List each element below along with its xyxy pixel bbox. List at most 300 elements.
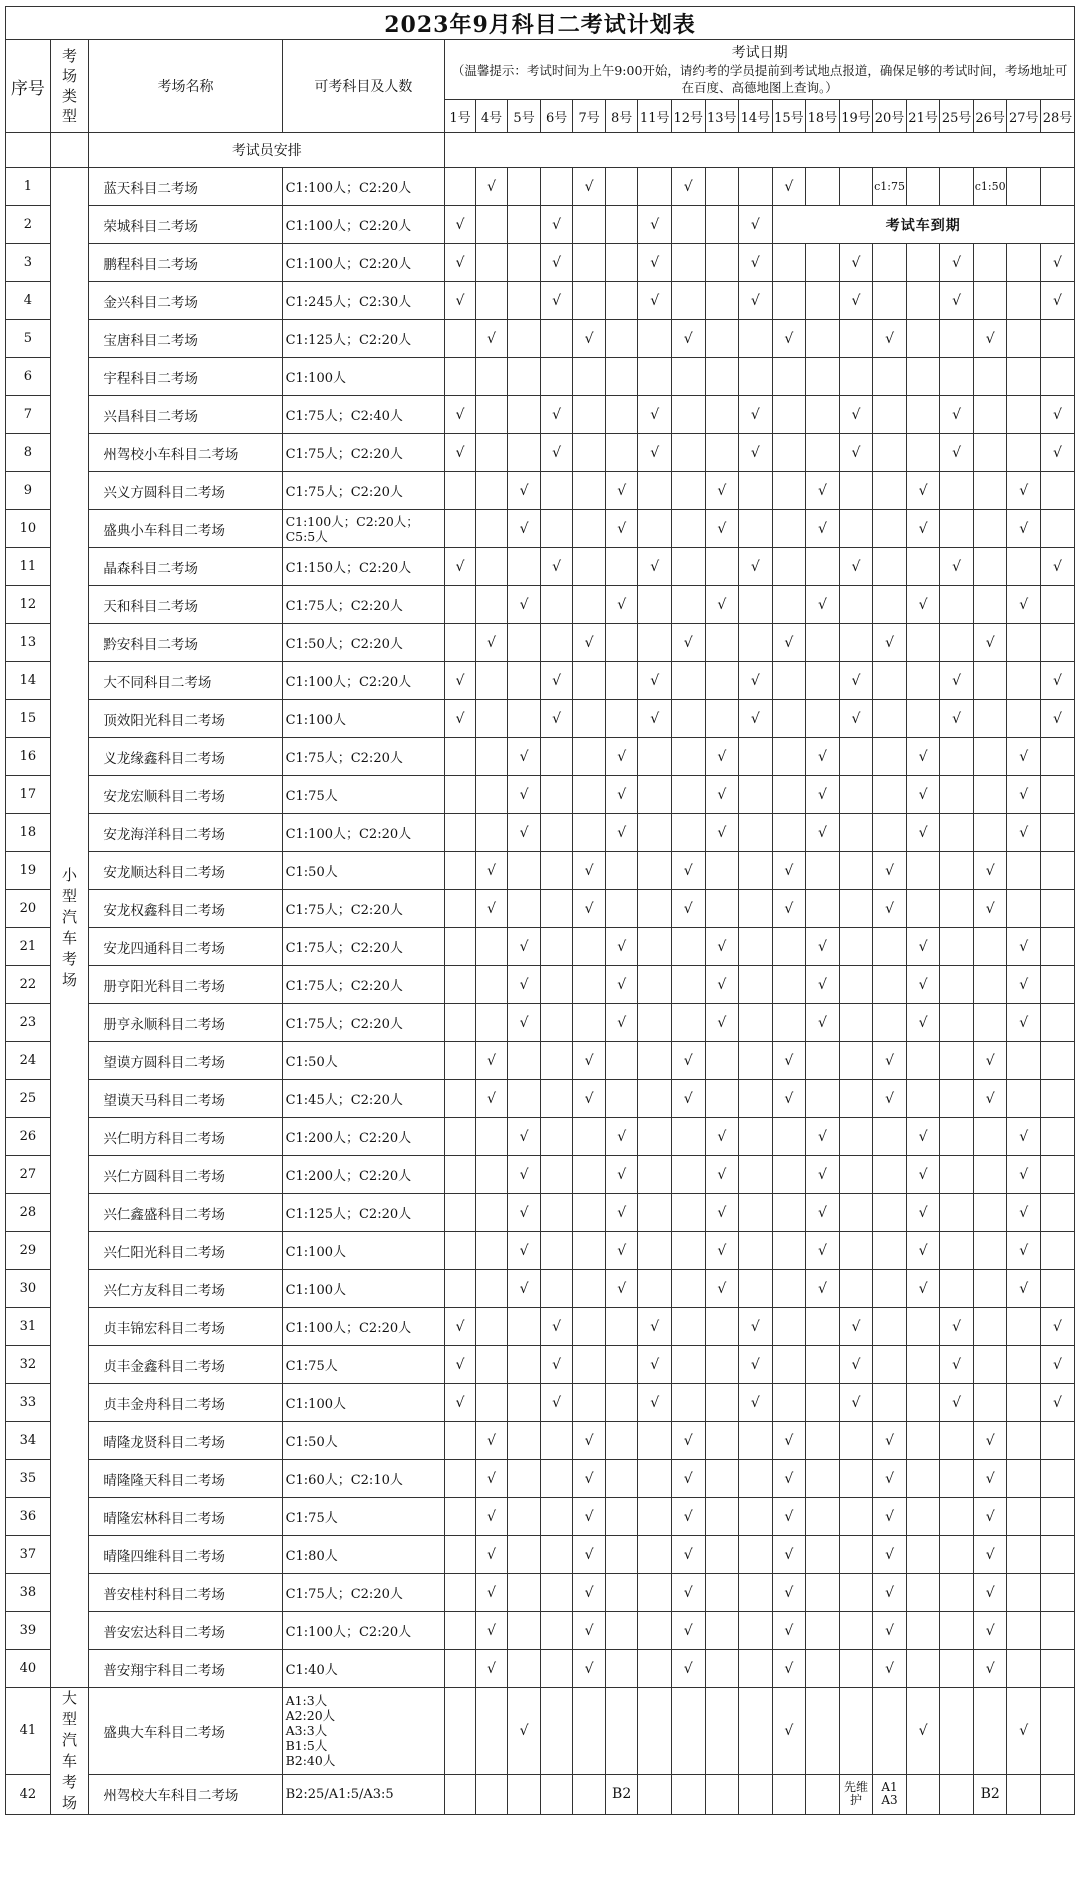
date-cell: √ [573,320,606,358]
table-row [6,1156,1075,1194]
date-cell: √ [605,814,638,852]
date-cell: √ [772,1536,806,1574]
date-cell: √ [671,624,705,662]
date-cell: √ [475,1042,508,1080]
date-cell [540,1612,573,1650]
date-cell: √ [540,1384,573,1422]
date-cell [1040,1118,1074,1156]
exam-subjects: C1:100人 [282,1232,445,1270]
date-cell [705,548,739,586]
date-cell [605,1612,638,1650]
date-cell [940,320,974,358]
date-cell [508,1346,541,1384]
date-cell: √ [540,548,573,586]
row-seq: 21 [6,928,51,966]
exam-subjects: C1:100人；C2:20人 [282,1308,445,1346]
date-cell: √ [973,624,1007,662]
date-cell [638,472,672,510]
exam-venue-name: 兴昌科目二考场 [89,396,282,434]
date-cell: √ [839,700,873,738]
exam-subjects: C1:75人；C2:20人 [282,738,445,776]
date-cell [1007,282,1041,320]
date-cell: √ [873,1080,907,1118]
date-cell [475,472,508,510]
date-cell [772,548,806,586]
date-cell: √ [940,662,974,700]
exam-subjects: C1:75人 [282,776,445,814]
date-cell [940,738,974,776]
row-seq: 14 [6,662,51,700]
date-cell [1007,1650,1041,1688]
date-cell [1040,776,1074,814]
date-cell [1007,1774,1041,1814]
date-cell [1007,1308,1041,1346]
date-cell [445,1194,476,1232]
date-cell [573,1308,606,1346]
date-cell [772,244,806,282]
date-cell [906,852,940,890]
date-cell [1007,1422,1041,1460]
date-cell [1040,1042,1074,1080]
date-cell [772,814,806,852]
date-cell: √ [906,1688,940,1775]
table-row [6,1612,1075,1650]
date-cell: c1:75 [873,168,907,206]
table-row [6,1688,1075,1775]
date-cell [445,358,476,396]
date-cell [508,282,541,320]
date-cell [638,738,672,776]
date-cell [638,1688,672,1775]
date-cell [1040,1004,1074,1042]
date-cell [739,1612,773,1650]
date-cell [605,1042,638,1080]
date-cell [671,1384,705,1422]
date-cell [873,814,907,852]
date-cell [739,1774,773,1814]
date-cell [540,510,573,548]
date-cell [806,1612,840,1650]
date-cell [973,1384,1007,1422]
date-cell [940,1004,974,1042]
exam-venue-name: 晴隆隆天科目二考场 [89,1460,282,1498]
type-small-cars: 小 型 汽 车 考 场 [50,168,89,1688]
date-cell [475,928,508,966]
date-cell: √ [806,1004,840,1042]
table-row [6,852,1075,890]
date-cell [445,624,476,662]
exam-venue-name: 安龙宏顺科目二考场 [89,776,282,814]
date-cell [873,472,907,510]
date-cell [839,1080,873,1118]
date-cell [508,396,541,434]
date-cell [1040,1232,1074,1270]
date-cell [671,814,705,852]
date-cell [573,662,606,700]
date-cell [1007,852,1041,890]
header-seq: 序号 [6,40,51,133]
date-cell: √ [671,1498,705,1536]
row-seq: 12 [6,586,51,624]
date-cell [1040,1688,1074,1775]
date-cell [772,776,806,814]
date-cell [940,928,974,966]
date-cell [739,738,773,776]
date-cell [806,1688,840,1775]
date-cell: A1 A3 [873,1774,907,1814]
date-cell [873,358,907,396]
date-cell [839,890,873,928]
date-cell [638,1080,672,1118]
exam-venue-name: 望谟天马科目二考场 [89,1080,282,1118]
date-cell: √ [475,1080,508,1118]
date-cell [573,396,606,434]
date-cell [540,1460,573,1498]
date-cell [638,168,672,206]
date-cell [475,776,508,814]
date-cell [839,1612,873,1650]
date-cell [739,776,773,814]
date-cell [739,1574,773,1612]
date-cell [605,1346,638,1384]
date-cell: √ [671,1422,705,1460]
date-cell [1007,434,1041,472]
date-cell: √ [705,472,739,510]
date-cell: √ [445,662,476,700]
exam-venue-name: 蓝天科目二考场 [89,168,282,206]
date-cell: √ [973,1460,1007,1498]
date-cell: √ [873,1042,907,1080]
date-cell: √ [605,1270,638,1308]
date-cell: √ [475,1574,508,1612]
date-cell [906,1042,940,1080]
date-cell [973,548,1007,586]
row-seq: 1 [6,168,51,206]
date-cell: √ [605,1118,638,1156]
date-cell [638,1460,672,1498]
date-cell [475,814,508,852]
date-cell [839,1536,873,1574]
date-cell [573,1194,606,1232]
header-type: 考 场 类 型 [50,40,89,133]
date-cell: √ [445,396,476,434]
date-cell [739,890,773,928]
date-cell [671,548,705,586]
date-cell: √ [705,586,739,624]
date-cell [475,1384,508,1422]
date-cell [1040,472,1074,510]
date-cell [475,358,508,396]
exam-subjects: C1:100人 [282,1384,445,1422]
date-cell: √ [839,662,873,700]
date-cell [638,1612,672,1650]
date-cell [540,586,573,624]
date-cell [1007,1080,1041,1118]
date-cell [906,1080,940,1118]
date-cell [873,1232,907,1270]
date-cell: √ [508,1118,541,1156]
date-cell [475,1688,508,1775]
date-cell [540,472,573,510]
row-seq: 42 [6,1774,51,1814]
date-cell [605,890,638,928]
date-cell [605,434,638,472]
date-cell [573,776,606,814]
table-row [6,586,1075,624]
date-cell [772,396,806,434]
table-row [6,1774,1075,1814]
date-cell [705,396,739,434]
date-cell: √ [906,1156,940,1194]
date-cell: √ [540,396,573,434]
date-cell [940,358,974,396]
date-cell [973,928,1007,966]
date-cell [445,966,476,1004]
date-cell [475,1118,508,1156]
date-cell [839,1232,873,1270]
row-seq: 29 [6,1232,51,1270]
date-cell: √ [806,510,840,548]
date-cell [873,244,907,282]
date-cell: √ [605,1004,638,1042]
date-cell [906,1460,940,1498]
date-cell: √ [508,738,541,776]
date-cell [540,1118,573,1156]
date-cell: √ [638,396,672,434]
table-row [6,1232,1075,1270]
date-cell [573,358,606,396]
date-cell: √ [605,966,638,1004]
date-cell [540,320,573,358]
date-cell [508,662,541,700]
date-cell [906,1650,940,1688]
date-cell [906,168,940,206]
date-cell: √ [839,1346,873,1384]
date-cell: √ [1007,1688,1041,1775]
arrangement-cells [445,133,1075,168]
date-cell [940,1270,974,1308]
date-cell [508,1308,541,1346]
date-cell [671,1308,705,1346]
date-cell: √ [508,1270,541,1308]
exam-subjects: C1:125人；C2:20人 [282,1194,445,1232]
date-cell [605,244,638,282]
date-cell [739,1498,773,1536]
date-cell: √ [973,1498,1007,1536]
exam-venue-name: 兴仁阳光科目二考场 [89,1232,282,1270]
date-cell: √ [540,700,573,738]
row-seq: 38 [6,1574,51,1612]
date-cell: √ [445,1346,476,1384]
date-cell [940,1688,974,1775]
date-cell: √ [475,320,508,358]
date-cell: √ [739,1308,773,1346]
date-cell: √ [940,1308,974,1346]
date-cell: √ [475,1612,508,1650]
date-cell [671,1688,705,1775]
date-cell [973,244,1007,282]
date-cell: √ [540,434,573,472]
date-cell [806,434,840,472]
date-cell [940,890,974,928]
date-cell: √ [475,1650,508,1688]
exam-venue-name: 州驾校大车科目二考场 [89,1774,282,1814]
date-cell [772,1774,806,1814]
date-cell [638,852,672,890]
date-cell [739,966,773,1004]
exam-subjects: C1:40人 [282,1650,445,1688]
date-cell: √ [1007,1118,1041,1156]
date-cell [573,966,606,1004]
date-cell [508,890,541,928]
date-cell: √ [806,1118,840,1156]
date-cell [573,472,606,510]
exam-venue-name: 黔安科目二考场 [89,624,282,662]
date-cell [445,890,476,928]
date-cell: √ [873,852,907,890]
date-cell [705,1612,739,1650]
date-cell [973,1118,1007,1156]
date-cell: √ [806,966,840,1004]
table-row [6,244,1075,282]
table-row [6,510,1075,548]
date-cell [445,320,476,358]
date-cell [540,1042,573,1080]
day-header: 7号 [573,100,606,133]
date-cell [806,1498,840,1536]
date-cell [508,624,541,662]
date-cell: √ [1007,1004,1041,1042]
date-cell: √ [705,1232,739,1270]
date-cell: √ [739,396,773,434]
date-cell: √ [906,472,940,510]
date-cell [873,1346,907,1384]
date-cell [638,1042,672,1080]
date-cell: √ [573,852,606,890]
date-cell [671,738,705,776]
exam-subjects: C1:100人；C2:20人 [282,814,445,852]
date-cell: √ [739,548,773,586]
date-cell: √ [973,1574,1007,1612]
date-cell: √ [605,472,638,510]
date-cell [508,852,541,890]
exam-subjects: A1:3人 A2:20人 A3:3人 B1:5人 B2:40人 [282,1688,445,1775]
date-cell: √ [638,1384,672,1422]
date-cell: √ [1007,472,1041,510]
date-cell [839,814,873,852]
row-seq: 25 [6,1080,51,1118]
date-cell [940,1612,974,1650]
row-seq: 19 [6,852,51,890]
date-cell: √ [671,1574,705,1612]
date-cell: √ [1007,586,1041,624]
date-cell: √ [508,928,541,966]
date-cell [906,624,940,662]
date-cell [445,1774,476,1814]
date-cell [605,1460,638,1498]
date-cell: √ [508,1688,541,1775]
date-cell: √ [705,1270,739,1308]
date-cell [873,1270,907,1308]
date-cell [638,776,672,814]
date-cell [940,1422,974,1460]
header-subjects: 可考科目及人数 [282,40,445,133]
date-cell [445,1650,476,1688]
date-cell [1040,966,1074,1004]
date-cell [445,738,476,776]
date-cell [475,510,508,548]
date-cell: √ [705,1194,739,1232]
date-cell [605,1308,638,1346]
date-cell: √ [772,890,806,928]
date-cell [638,358,672,396]
date-cell [772,700,806,738]
date-cell [739,1004,773,1042]
day-header: 12号 [671,100,705,133]
row-seq: 20 [6,890,51,928]
date-cell [973,966,1007,1004]
date-cell [839,1422,873,1460]
date-cell: √ [573,1042,606,1080]
table-row [6,1574,1075,1612]
date-cell: √ [638,244,672,282]
exam-subjects: C1:45人；C2:20人 [282,1080,445,1118]
date-cell: √ [1007,1270,1041,1308]
date-cell [739,1650,773,1688]
row-seq: 17 [6,776,51,814]
table-row [6,1346,1075,1384]
date-cell: √ [772,1574,806,1612]
date-cell: √ [540,206,573,244]
date-cell [445,1080,476,1118]
date-cell: √ [772,1042,806,1080]
date-cell [772,1270,806,1308]
exam-venue-name: 金兴科目二考场 [89,282,282,320]
date-cell [806,1422,840,1460]
date-cell: √ [1007,738,1041,776]
day-header: 28号 [1040,100,1074,133]
date-cell [540,928,573,966]
exam-venue-name: 大不同科目二考场 [89,662,282,700]
date-cell [839,320,873,358]
exam-subjects: C1:100人；C2:20人 [282,168,445,206]
date-cell: √ [638,206,672,244]
date-cell: √ [573,1650,606,1688]
date-cell [973,738,1007,776]
date-cell: √ [605,1232,638,1270]
exam-subjects: C1:100人；C2:20人；C5:5人 [282,510,445,548]
date-cell [839,1156,873,1194]
date-cell: √ [873,1536,907,1574]
row-seq: 28 [6,1194,51,1232]
date-cell: √ [906,1232,940,1270]
day-header: 27号 [1007,100,1041,133]
date-cell [1040,1270,1074,1308]
date-cell: √ [508,586,541,624]
date-cell [739,1460,773,1498]
exam-subjects: C1:75人；C2:20人 [282,966,445,1004]
table-row [6,1498,1075,1536]
date-cell [540,966,573,1004]
date-cell: √ [1007,1194,1041,1232]
date-cell [705,624,739,662]
date-cell [573,1346,606,1384]
date-cell: √ [1007,814,1041,852]
header-tip: （温馨提示：考试时间为上午9:00开始，请约考的学员提前到考试地点报道，确保足够的考试时间，考场地址可在百度、高德地图上查询。） [451,62,1068,95]
date-cell: √ [906,1118,940,1156]
exam-subjects: C1:75人；C2:20人 [282,434,445,472]
row-seq: 32 [6,1346,51,1384]
